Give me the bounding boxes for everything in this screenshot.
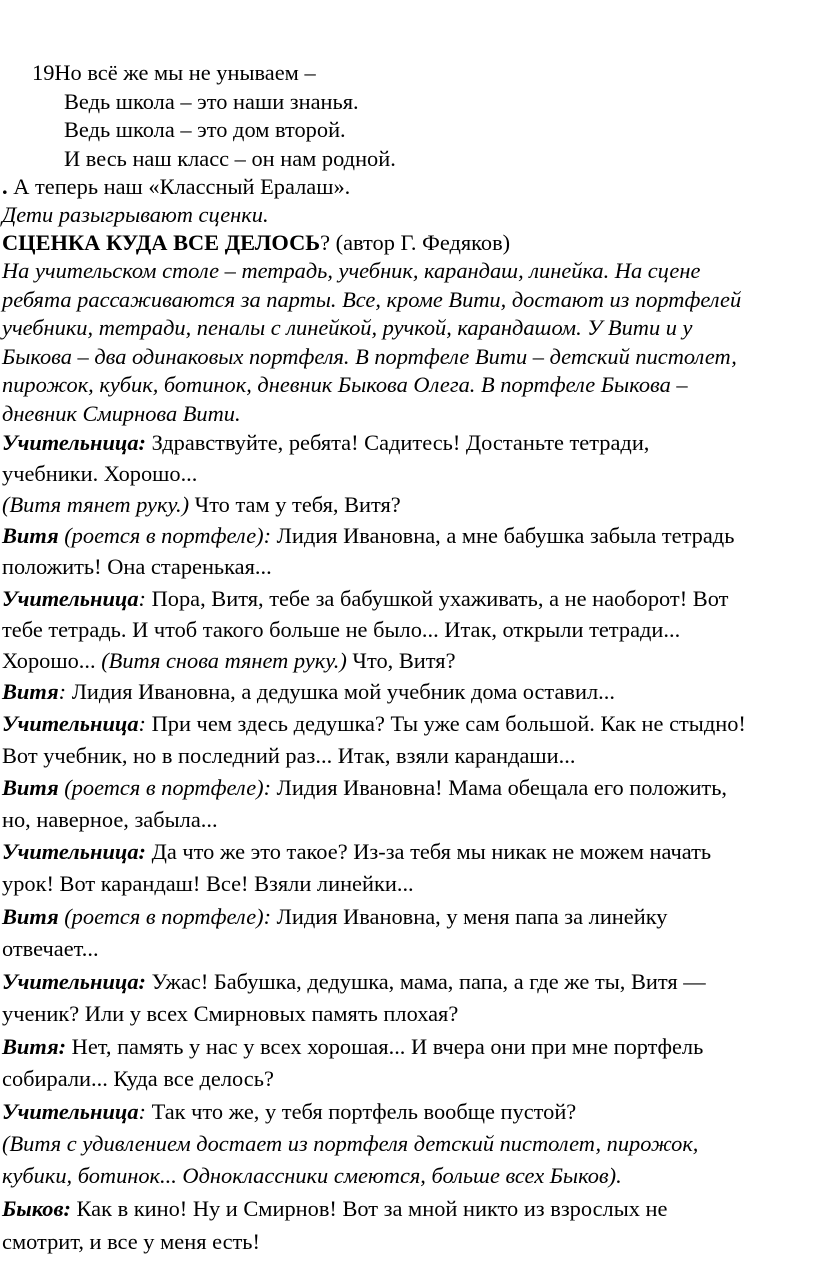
stage-direction: Дети разыгрывают сценки.: [2, 202, 269, 227]
dialogue-line: [2, 525, 734, 547]
intro-text: А теперь наш «Классный Ералаш».: [7, 174, 351, 199]
dialogue-text: собирали... Куда все делось?: [2, 1066, 274, 1091]
dialogue-line: [2, 713, 746, 735]
dialogue-text: Лидия Ивановна, у меня папа за линейку: [271, 904, 668, 929]
poem-line: Ведь школа – это дом второй.: [64, 117, 346, 142]
scene-description-line: пирожок, кубик, ботинок, дневник Быкова Олега. В портфеле Быкова –: [2, 372, 688, 397]
dialogue-line: [2, 745, 575, 767]
speaker-name: Быков:: [2, 1196, 71, 1221]
dialogue-line: [2, 971, 706, 993]
dialogue-line: [2, 1036, 703, 1058]
stage-direction: (Витя с удивлением достает из портфеля детский пистолет, пирожок,: [2, 1131, 699, 1156]
dialogue-text: Вот учебник, но в последний раз... Итак, взяли карандаши...: [2, 743, 576, 768]
speaker-name: Витя: [2, 523, 59, 548]
speaker-colon: :: [138, 711, 147, 736]
stage-direction: (роется в портфеле):: [58, 775, 272, 800]
dialogue-line: [2, 556, 272, 578]
stage-direction: (роется в портфеле):: [58, 904, 272, 929]
dialogue-text: положить! Она старенькая...: [2, 554, 272, 579]
scene-description-line: На учительском столе – тетрадь, учебник, карандаш, линейка. На сцене: [2, 258, 701, 283]
dialogue-text: Хорошо...: [2, 648, 102, 673]
scene-title-line: [2, 232, 510, 254]
dialogue-text: Что там у тебя, Витя?: [189, 492, 401, 517]
speaker-name: Витя: [2, 904, 59, 929]
speaker-name: Витя: [2, 775, 59, 800]
speaker-name: Учительница:: [2, 430, 146, 455]
dialogue-line: [2, 841, 711, 863]
dialogue-text: отвечает...: [2, 936, 99, 961]
dialogue-text: Лидия Ивановна! Мама обещала его положить,: [271, 775, 728, 800]
dialogue-line: [2, 619, 680, 641]
dialogue-line: [2, 1068, 274, 1090]
dialogue-line: [2, 906, 667, 928]
dialogue-line: [2, 494, 401, 516]
stage-direction: (Витя тянет руку.): [2, 492, 190, 517]
dialogue-text: Лидия Ивановна, а мне бабушка забыла тетрадь: [271, 523, 735, 548]
dialogue-text: Да что же это такое? Из-за тебя мы никак не можем начать: [146, 839, 712, 864]
dialogue-text: Лидия Ивановна, а дедушка мой учебник дома оставил...: [66, 679, 615, 704]
dialogue-text: Нет, память у нас у всех хорошая... И вчера они при мне портфель: [66, 1034, 704, 1059]
dialogue-text: ученик? Или у всех Смирновых память плохая?: [2, 1001, 459, 1026]
speaker-name: Учительница:: [2, 839, 146, 864]
scene-description-line: учебники, тетради, пеналы с линейкой, ручкой, карандашом. У Вити и у: [2, 315, 693, 340]
dialogue-line: [2, 432, 649, 454]
speaker-name: Учительница:: [2, 969, 146, 994]
intro-dot: .: [2, 174, 8, 199]
dialogue-line: [2, 463, 197, 485]
speaker-name: Учительница: [2, 1099, 139, 1124]
speaker-name: Учительница: [2, 711, 139, 736]
dialogue-text: Так что же, у тебя портфель вообще пустой?: [146, 1099, 577, 1124]
dialogue-text: тебе тетрадь. И чтоб такого больше не было... Итак, открыли тетради...: [2, 617, 681, 642]
dialogue-text: Как в кино! Ну и Смирнов! Вот за мной никто из взрослых не: [70, 1196, 668, 1221]
stage-direction: (роется в портфеле):: [58, 523, 272, 548]
scene-author: ? (автор Г. Федяков): [320, 230, 511, 255]
dialogue-text: Ужас! Бабушка, дедушка, мама, папа, а где же ты, Витя —: [146, 969, 706, 994]
dialogue-line: [2, 809, 218, 831]
dialogue-text: Пора, Витя, тебе за бабушкой ухаживать, а не наоборот! Вот: [146, 586, 729, 611]
stage-direction: кубики, ботинок... Одноклассники смеются, больше всех Быков).: [2, 1163, 622, 1188]
dialogue-line: [2, 1231, 260, 1253]
dialogue-line: [2, 681, 615, 703]
dialogue-line: [2, 1198, 667, 1220]
scene-description-line: Быкова – два одинаковых портфеля. В портфеле Вити – детский пистолет,: [2, 344, 737, 369]
dialogue-text: учебники. Хорошо...: [2, 461, 198, 486]
poem-line: 19Но всё же мы не унываем –: [32, 60, 316, 85]
speaker-colon: :: [138, 1099, 147, 1124]
dialogue-line: [2, 873, 414, 895]
scene-title: СЦЕНКА КУДА ВСЕ ДЕЛОСЬ: [2, 230, 321, 255]
scene-description-line: дневник Смирнова Вити.: [2, 401, 241, 426]
speaker-name: Витя:: [2, 1034, 67, 1059]
intro-line: [2, 176, 350, 198]
scene-description-line: ребята рассаживаются за парты. Все, кроме Вити, достают из портфелей: [2, 287, 742, 312]
dialogue-text: но, наверное, забыла...: [2, 807, 218, 832]
poem-line: Ведь школа – это наши знанья.: [64, 89, 359, 114]
dialogue-line: [2, 1003, 458, 1025]
stage-direction: (Витя снова тянет руку.): [101, 648, 347, 673]
dialogue-text: урок! Вот карандаш! Все! Взяли линейки...: [2, 871, 414, 896]
speaker-colon: :: [58, 679, 67, 704]
dialogue-line: [2, 588, 728, 610]
speaker-name: Витя: [2, 679, 59, 704]
speaker-colon: :: [138, 586, 147, 611]
dialogue-text: Здравствуйте, ребята! Садитесь! Достаньте тетради,: [146, 430, 650, 455]
dialogue-line: [2, 650, 456, 672]
dialogue-line: [2, 938, 99, 960]
dialogue-line: [2, 1101, 576, 1123]
dialogue-text: смотрит, и все у меня есть!: [2, 1229, 260, 1254]
dialogue-line: [2, 777, 727, 799]
speaker-name: Учительница: [2, 586, 139, 611]
poem-line: И весь наш класс – он нам родной.: [64, 146, 396, 171]
dialogue-text: При чем здесь дедушка? Ты уже сам большой. Как не стыдно!: [146, 711, 746, 736]
dialogue-text: Что, Витя?: [346, 648, 456, 673]
